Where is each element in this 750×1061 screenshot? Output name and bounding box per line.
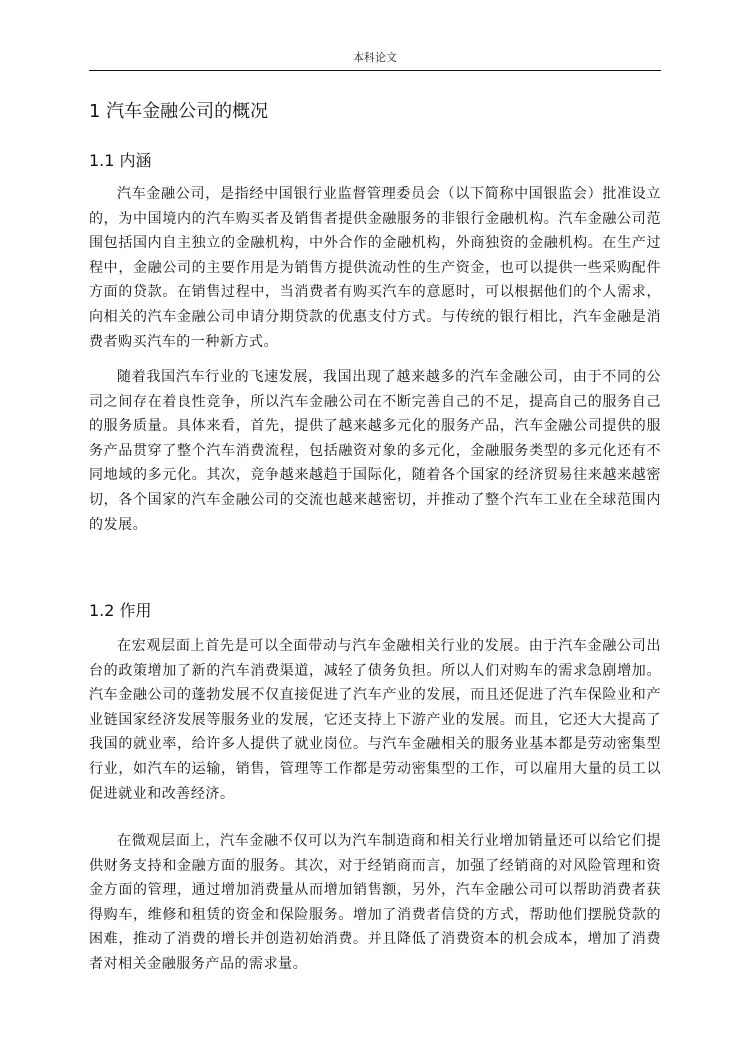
chapter-title: 1 汽车金融公司的概况: [89, 101, 269, 122]
section-title-function: 1.2 作用: [89, 601, 152, 620]
running-header: 本科论文: [353, 51, 397, 64]
section-title-inner-meaning: 1.1 内涵: [89, 151, 152, 170]
paragraph-micro-level: 在微观层面上，汽车金融不仅可以为汽车制造商和相关行业增加销量还可以给它们提供财务支持和金融方面的服务。其次，对于经销商而言，加强了经销商的对风险管理和资金方面的管理，通过增加消费量从而增加销售额，另外，汽车金融公司可以帮助消费者获得购车，维修和租赁的资金和保险服务。增加了消费者信贷的方式，帮助他们摆脱贷款的困难，推动了消费的增长并创造初始消费。并且降低了消费资本的机会成本，增加了消费者对相关金融服务产品的需求量。: [89, 833, 661, 972]
paragraph-development: 随着我国汽车行业的飞速发展，我国出现了越来越多的汽车金融公司，由于不同的公司之间存在着良性竞争，所以汽车金融公司在不断完善自己的不足，提高自己的服务自己的服务质量。具体来看，首先，提供了越来越多元化的服务产品，汽车金融公司提供的服务产品贯穿了整个汽车消费流程，包括融资对象的多元化，金融服务类型的多元化还有不同地域的多元化。其次，竞争越来越趋于国际化，随着各个国家的经济贸易往来越来越密切，各个国家的汽车金融公司的交流也越来越密切，并推动了整个汽车工业在全球范围内的发展。: [89, 369, 661, 533]
paragraph-definition: 汽车金融公司，是指经中国银行业监督管理委员会（以下简称中国银监会）批准设立的，为中国境内的汽车购买者及销售者提供金融服务的非银行金融机构。汽车金融公司范围包括国内自主独立的金融机构，中外合作的金融机构，外商独资的金融机构。在生产过程中，金融公司的主要作用是为销售方提供流动性的生产资金，也可以提供一些采购配件方面的贷款。在销售过程中，当消费者有购买汽车的意愿时，可以根据他们的个人需求，向相关的汽车金融公司申请分期贷款的优惠支付方式。与传统的银行相比，汽车金融是消费者购买汽车的一种新方式。: [89, 186, 661, 350]
header-rule: [89, 70, 661, 71]
paragraph-macro-level: 在宏观层面上首先是可以全面带动与汽车金融相关行业的发展。由于汽车金融公司出台的政策增加了新的汽车消费渠道，减轻了债务负担。所以人们对购车的需求急剧增加。汽车金融公司的蓬勃发展不仅直接促进了汽车产业的发展，而且还促进了汽车保险业和产业链国家经济发展等服务业的发展，它还支持上下游产业的发展。而且，它还大大提高了我国的就业率，给许多人提供了就业岗位。与汽车金融相关的服务业基本都是劳动密集型行业，如汽车的运输，销售，管理等工作都是劳动密集型的工作，可以雇用大量的员工以促进就业和改善经济。: [89, 638, 661, 802]
